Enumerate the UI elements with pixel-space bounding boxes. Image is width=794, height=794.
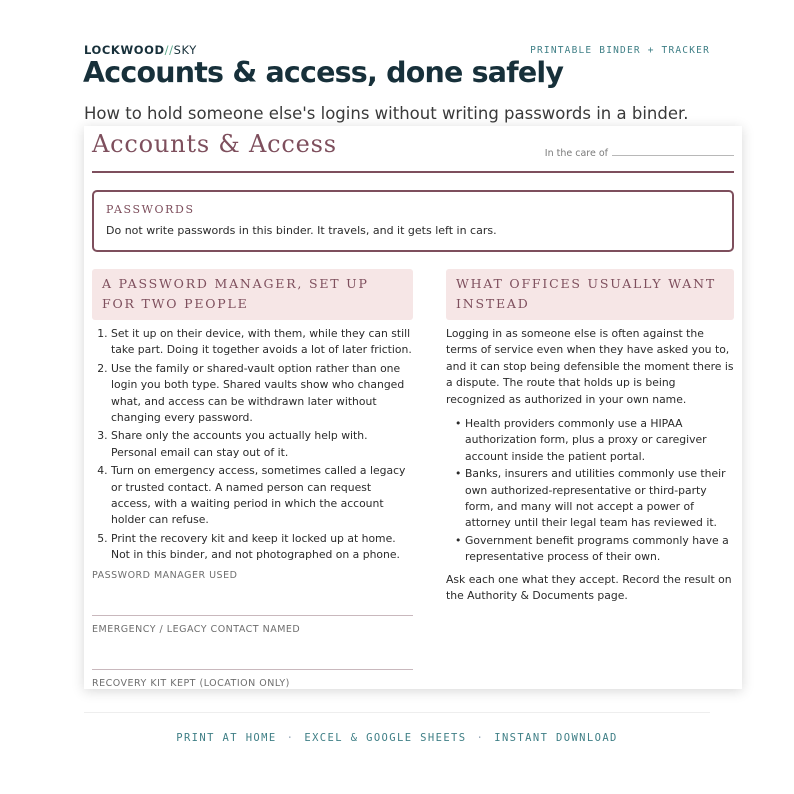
brand-logo	[84, 43, 197, 57]
care-of-label: In the care of	[544, 148, 608, 159]
field-label: PASSWORD MANAGER USED	[92, 569, 238, 581]
brand-name-bold: LOCKWOOD	[84, 43, 165, 57]
offices-heading: WHAT OFFICES USUALLY WANT INSTEAD	[446, 269, 734, 320]
passwords-warning-box	[92, 190, 734, 252]
office-item: • Health providers commonly use a HIPAA authorization form, plus a proxy or caregiver account inside the patient portal.	[465, 416, 734, 465]
field-write-line	[92, 635, 413, 670]
brand-separator: //	[164, 43, 174, 57]
field-label: RECOVERY KIT KEPT (LOCATION ONLY)	[92, 677, 290, 689]
setup-step: 5. Print the recovery kit and keep it locked up at home. Not in this binder, and not photographed on a phone.	[111, 531, 413, 564]
page-headline: Accounts & access, done safely	[83, 56, 564, 89]
password-manager-field	[92, 570, 413, 689]
brand-name-light: SKY	[173, 43, 197, 57]
setup-step: 4. Turn on emergency access, sometimes called a legacy or trusted contact. A named person can request access, with a waiting period in which the account holder can refuse.	[111, 463, 413, 529]
footer-separator: ·	[476, 732, 485, 744]
setup-step: 3. Share only the accounts you actually help with. Personal email can stay out of it.	[111, 428, 413, 461]
footer-divider	[84, 712, 710, 713]
page-subheadline: How to hold someone else's logins without writing passwords in a binder.	[84, 104, 689, 123]
field-write-line	[92, 581, 413, 616]
password-manager-heading: A PASSWORD MANAGER, SET UP FOR TWO PEOPLE	[92, 269, 413, 320]
setup-step: 1. Set it up on their device, with them, while they can still take part. Doing it together avoids a lot of later friction.	[111, 326, 413, 359]
care-of-line	[612, 155, 734, 156]
field-label: EMERGENCY / LEGACY CONTACT NAMED	[92, 623, 301, 635]
setup-step: 2. Use the family or shared-vault option rather than one login you both type. Shared vaults show who changed what, and access can be withdrawn later without changing every password.	[111, 361, 413, 427]
offices-list	[446, 416, 734, 566]
feature-print: PRINT AT HOME	[176, 732, 277, 744]
feature-download: INSTANT DOWNLOAD	[494, 732, 618, 744]
product-tagline: PRINTABLE BINDER + TRACKER	[530, 45, 710, 56]
sheet-title: Accounts & Access	[92, 130, 337, 158]
care-of-field	[545, 148, 734, 159]
footer-features	[0, 732, 794, 744]
binder-sheet-preview	[84, 126, 742, 689]
password-manager-column	[92, 269, 413, 689]
footer-separator: ·	[286, 732, 295, 744]
warning-text: Do not write passwords in this binder. It travels, and it gets left in cars.	[106, 224, 497, 237]
setup-steps-list	[92, 326, 413, 564]
offices-intro: Logging in as someone else is often against the terms of service even when they have asked you to, and it can stop being defensible the moment there is a dispute. The route that holds up is being recognized as authorized in your own name.	[446, 327, 734, 406]
title-divider	[92, 171, 734, 173]
feature-sheets: EXCEL & GOOGLE SHEETS	[304, 732, 467, 744]
office-item: • Government benefit programs commonly have a representative process of their own.	[465, 533, 734, 566]
warning-title: PASSWORDS	[106, 203, 195, 216]
offices-column	[446, 269, 734, 605]
offices-closing: Ask each one what they accept. Record the result on the Authority & Documents page.	[446, 572, 732, 603]
office-item: • Banks, insurers and utilities commonly use their own authorized-representative or third-party form, and many will not accept a power of attorney until their legal team has reviewed it.	[465, 466, 734, 532]
